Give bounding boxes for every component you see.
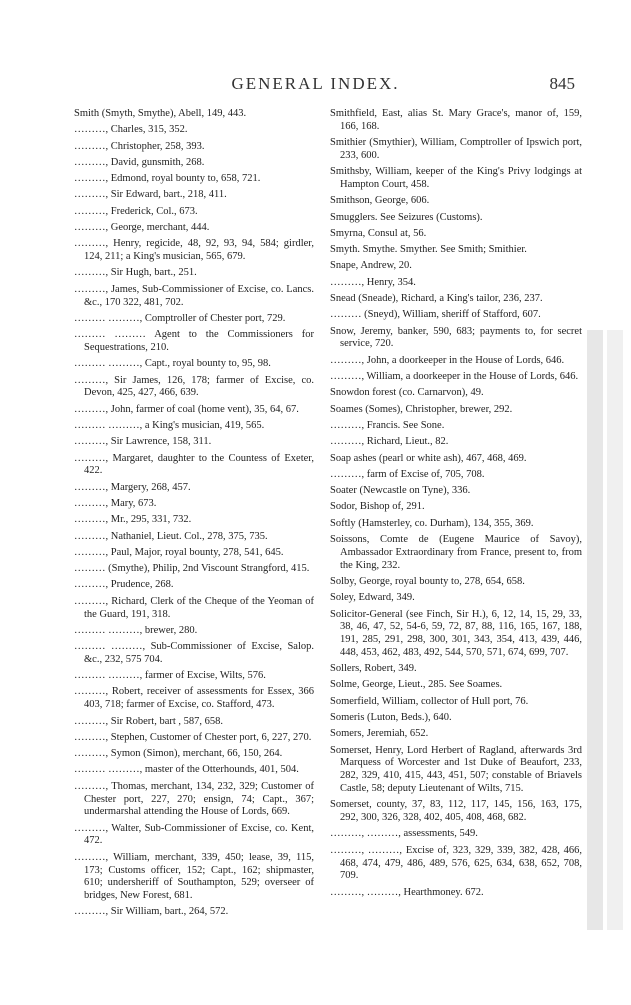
index-entry: ………, Sir Hugh, bart., 251. [74, 267, 197, 279]
index-entry: Soley, Edward, 349. [330, 592, 415, 604]
index-entry: ………, Margery, 268, 457. [74, 481, 191, 493]
index-entry: Soames (Somes), Christopher, brewer, 292. [330, 403, 513, 415]
index-entry: ………, Richard, Lieut., 82. [330, 436, 449, 448]
page-title: GENERAL INDEX. [231, 74, 400, 93]
index-entry: ……… ………, brewer, 280. [74, 624, 198, 636]
index-entry: Smugglers. See Seizures (Customs). [330, 211, 483, 223]
page-number: 845 [549, 74, 575, 93]
index-entry: ………, Robert, receiver of assessments for Essex, 366 403, 718; farmer of Excise, co. Stafford, 473. [74, 686, 314, 711]
index-entry: Snowdon forest (co. Carnarvon), 49. [330, 387, 484, 399]
index-entry: ………, Charles, 315, 352. [74, 124, 188, 136]
index-entry: ………, Frederick, Col., 673. [74, 205, 198, 217]
index-entry: ………, Mary, 673. [74, 497, 157, 509]
index-entry: ………, Stephen, Customer of Chester port, 6, 227, 270. [74, 731, 312, 743]
index-entry: Somerset, county, 37, 83, 112, 117, 145, 156, 163, 175, 292, 300, 326, 328, 402, 405, 408, 468, 682. [330, 799, 582, 824]
index-entry: ………, Christopher, 258, 393. [74, 140, 205, 152]
index-entry: ……… ………, farmer of Excise, Wilts, 576. [74, 670, 266, 682]
index-entry: ………, Sir James, 126, 178; farmer of Excise, co. Devon, 425, 427, 466, 639. [74, 374, 314, 399]
index-entry: Somerset, Henry, Lord Herbert of Ragland, afterwards 3rd Marquess of Worcester and 1st Duke of Beaufort, 233, 282, 329, 410, 415, 443, 451, 507; constable of Briavels Castle, 58; deputy Lieutenant of Wilts, 715. [330, 744, 582, 795]
index-entry: ……… ………, Sub-Commissioner of Excise, Salop. &c., 232, 575 704. [74, 641, 314, 665]
index-entry: ………, Prudence, 268. [74, 579, 174, 591]
index-column-right [330, 108, 582, 903]
index-entry: Smyth. Smythe. Smyther. See Smith; Smithier. [330, 244, 527, 256]
index-entry: ………, Nathaniel, Lieut. Col., 278, 375, 735. [74, 530, 268, 542]
index-entry: ……… ………, Capt., royal bounty to, 95, 98. [74, 358, 271, 370]
index-entry: ………, Sir Edward, bart., 218, 411. [74, 189, 227, 201]
index-entry: Sodor, Bishop of, 291. [330, 501, 425, 513]
index-entry: ………, farm of Excise of, 705, 708. [330, 468, 485, 480]
index-entry: Smith (Smyth, Smythe), Abell, 149, 443. [74, 108, 247, 119]
index-entry: ……… ………, master of the Otterhounds, 401, 504. [74, 764, 299, 776]
index-entry: ………, ………, assessments, 549. [330, 828, 478, 840]
index-entry: ………, William, merchant, 339, 450; lease, 39, 115, 173; Customs officer, 152; Capt., 162; shipmaster, 610; undersheriff of Southampton, 529; overseer of bridges, New Forest, 681. [74, 851, 314, 902]
index-entry: ………, Margaret, daughter to the Countess of Exeter, 422. [74, 452, 314, 477]
index-entry: Soissons, Comte de (Eugene Maurice of Savoy), Ambassador Extraordinary from France, present to, from the King, 232. [330, 534, 582, 571]
index-entry: ………, Mr., 295, 331, 732. [74, 514, 192, 526]
page-header [0, 40, 631, 93]
index-entry: Soap ashes (pearl or white ash), 467, 468, 469. [330, 452, 527, 464]
index-entry: Sollers, Robert, 349. [330, 663, 417, 675]
index-entry: Snead (Sneade), Richard, a King's tailor, 236, 237. [330, 293, 543, 305]
index-entry: Smithier (Smythier), William, Comptroller of Ipswich port, 233, 600. [330, 137, 582, 161]
index-entry: ………, ………, Hearthmoney. 672. [330, 886, 484, 898]
index-entry: Soater (Newcastle on Tyne), 336. [330, 485, 471, 497]
index-entry: ………, Sir Robert, bart , 587, 658. [74, 715, 224, 727]
index-entry: ………, Paul, Major, royal bounty, 278, 541, 645. [74, 546, 284, 558]
index-entry: ………, David, gunsmith, 268. [74, 156, 205, 168]
index-entry: Softly (Hamsterley, co. Durham), 134, 355, 369. [330, 517, 534, 529]
index-entry: ………, Edmond, royal bounty to, 658, 721. [74, 173, 261, 185]
index-entry: ……… (Smythe), Philip, 2nd Viscount Strangford, 415. [74, 563, 310, 575]
index-entry: ………, John, a doorkeeper in the House of Lords, 646. [330, 354, 565, 366]
index-entry: ………, Richard, Clerk of the Cheque of the Yeoman of the Guard, 191, 318. [74, 595, 314, 620]
index-entry: ………, George, merchant, 444. [74, 222, 210, 234]
index-entry: ……… ……… Agent to the Commissioners for Sequestrations, 210. [74, 329, 314, 353]
index-entry: Smithson, George, 606. [330, 195, 430, 207]
index-entry: ……… (Sneyd), William, sheriff of Stafford, 607. [330, 309, 541, 321]
index-entry: Smithfield, East, alias St. Mary Grace's, manor of, 159, 166, 168. [330, 108, 582, 132]
index-column-left [74, 108, 314, 923]
index-entry: ………, William, a doorkeeper in the House of Lords, 646. [330, 371, 579, 383]
index-entry: Someris (Luton, Beds.), 640. [330, 712, 452, 724]
index-entry: ………, John, farmer of coal (home vent), 35, 64, 67. [74, 403, 299, 415]
index-entry: Somerfield, William, collector of Hull port, 76. [330, 695, 529, 707]
index-entry: Smyrna, Consul at, 56. [330, 227, 427, 239]
index-entry: ………, Francis. See Sone. [330, 419, 445, 431]
index-entry: ………, Henry, 354. [330, 276, 416, 288]
index-entry: ………, ………, Excise of, 323, 329, 339, 382, 428, 466, 468, 474, 479, 486, 489, 576, 625, 634, 638, 652, 708, 709. [330, 844, 582, 882]
index-entry: ……… ………, a King's musician, 419, 565. [74, 419, 265, 431]
index-entry: Smithsby, William, keeper of the King's Privy lodgings at Hampton Court, 458. [330, 166, 582, 190]
index-entry: ………, Sir William, bart., 264, 572. [74, 906, 229, 918]
index-entry: ………, Walter, Sub-Commissioner of Excise, co. Kent, 472. [74, 822, 314, 847]
index-entry: Solicitor-General (see Finch, Sir H.), 6, 12, 14, 15, 29, 33, 38, 46, 47, 52, 54-6, 59, 72, 87, 88, 116, 165, 167, 188, 191, 285, 291, 298, 300, 301, 343, 354, 413, 439, 446, 448, 453, 462, 483, 492, 544, 570, 571, 674, 699, 707. [330, 608, 582, 658]
index-entry: Solme, George, Lieut., 285. See Soames. [330, 679, 503, 691]
index-entry: ………, Symon (Simon), merchant, 66, 150, 264. [74, 748, 283, 760]
watermark-seal [579, 330, 631, 930]
index-entry: Solby, George, royal bounty to, 278, 654, 658. [330, 575, 525, 587]
index-entry: Snape, Andrew, 20. [330, 260, 412, 272]
index-entry: ……… ………, Comptroller of Chester port, 729. [74, 312, 286, 324]
index-entry: ………, Thomas, merchant, 134, 232, 329; Customer of Chester port, 227, 270; ensign, 74; Capt., 367; undermarshal attending the House of Lords, 669. [74, 780, 314, 818]
index-entry: ………, James, Sub-Commissioner of Excise, co. Lancs. &c., 170 322, 481, 702. [74, 283, 314, 308]
index-entry: Snow, Jeremy, banker, 590, 683; payments to, for secret service, 720. [330, 325, 582, 350]
index-entry: Somers, Jeremiah, 652. [330, 728, 429, 740]
index-entry: ………, Henry, regicide, 48, 92, 93, 94, 584; girdler, 124, 211; a King's musician, 565, 679. [74, 238, 314, 263]
index-entry: ………, Sir Lawrence, 158, 311. [74, 436, 212, 448]
